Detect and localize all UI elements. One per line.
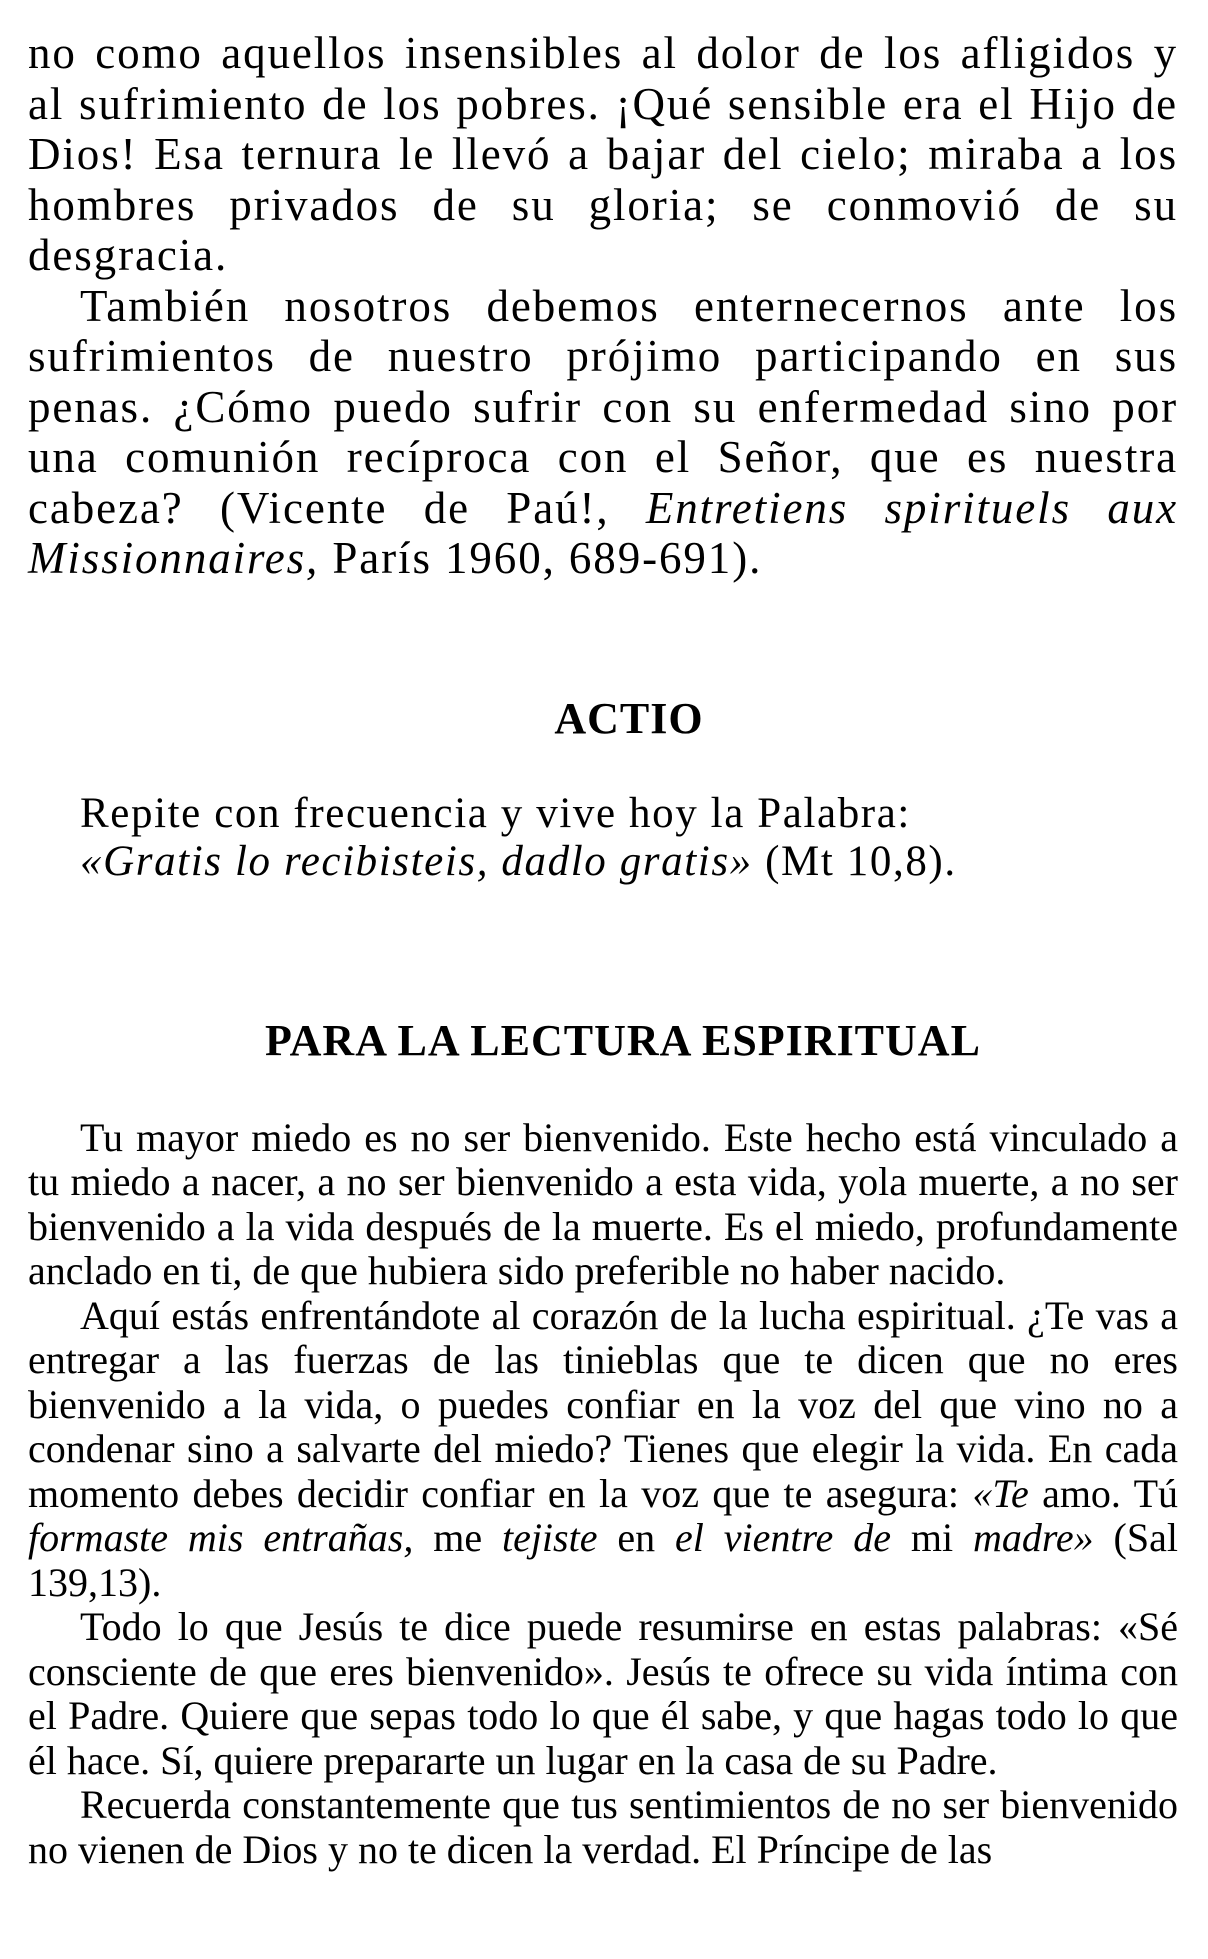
actio-block [80, 790, 1178, 886]
quote-part: madre» [972, 1515, 1094, 1560]
paragraph [28, 1294, 1178, 1606]
paragraph [28, 281, 1178, 584]
paragraph: Todo lo que Jesús te dice puede resumirse en estas palabras: «Sé consciente de que eres bienvenido». Jesús te ofrece su vida íntima con el Padre. Quiere que sepas todo lo que él sabe, y que hagas todo lo que él hace. Sí, quiere prepararte un lugar en la casa de su Padre. [28, 1604, 1178, 1783]
quote-part: formaste mis entrañas, [28, 1515, 414, 1560]
section-heading-lectura: PARA LA LECTURA ESPIRITUAL [265, 1015, 981, 1065]
quote-part: en [597, 1515, 675, 1560]
paragraph: Tu mayor miedo es no ser bienvenido. Este hecho está vinculado a tu miedo a nacer, a no ser bienvenido a esta vida, yola muerte, a no ser bienvenido a la vida después de la muerte. Es el miedo, profundamente anclado en ti, de que hubiera sido preferible no haber nacido. [28, 1114, 1178, 1293]
quote-part: mi [890, 1515, 973, 1560]
actio-quote-line [80, 838, 1178, 886]
quote-part: amo. Tú [1028, 1470, 1179, 1516]
actio-instruction: Repite con frecuencia y vive hoy la Palabra: [80, 789, 911, 837]
paragraph-text: También nosotros debemos enternecernos ante los sufrimientos de nuestro prójimo participando en sus penas. ¿Cómo puedo sufrir con su enfermedad sino por una comunión recíproca con el Señor, que es nuestra cabeza? (Vicente de Paú!, [28, 280, 1178, 533]
quote-part: tejiste [501, 1515, 598, 1560]
paragraph-text: Aquí estás enfrentándote al corazón de la lucha espiritual. ¿Te vas a entregar a las fuerzas de las tinieblas que te dicen que no eres bienvenido a la vida, o puedes confiar en la voz del que vino no a condenar sino a salvarte del miedo? Tienes que elegir la vida. En cada momento debes decidir confiar en la voz que te asegura: [28, 1292, 1178, 1516]
paragraph [28, 28, 1178, 281]
quote-part: me [413, 1515, 502, 1560]
paragraph: Recuerda constantemente que tus sentimientos de no ser bienvenido no vienen de Dios y no te dicen la verdad. El Príncipe de las [28, 1782, 1178, 1872]
scripture-reference: (Mt 10,8). [752, 837, 957, 885]
quote-part: «Te [972, 1470, 1029, 1516]
scripture-reference: (Sal 139,13). [28, 1515, 1178, 1605]
scripture-quote: «Gratis lo recibisteis, dadlo gratis» [80, 837, 753, 885]
quote-part: el vientre de [675, 1515, 891, 1560]
section-heading-actio: ACTIO [554, 693, 704, 743]
book-title: Entretiens spirituels aux Missionnaires, [28, 482, 1178, 583]
paragraph-text: no como aquellos insensibles al dolor de los afligidos y al sufrimiento de los pobres. ¡Qué sensible era el Hijo de Dios! Esa ternura le llevó a bajar del cielo; miraba a los hombres privados de su gloria; se conmovió de su desgracia. [28, 28, 1178, 280]
book-page [28, 28, 1178, 1872]
citation: París 1960, 689-691). [319, 533, 763, 583]
